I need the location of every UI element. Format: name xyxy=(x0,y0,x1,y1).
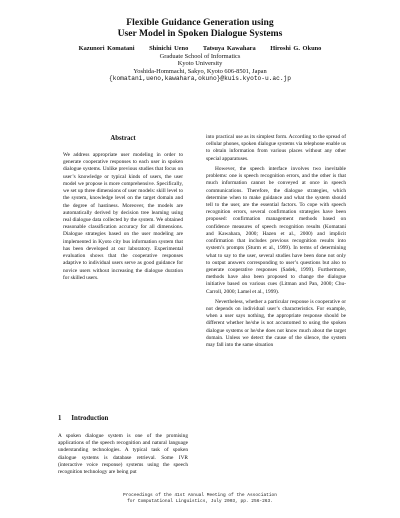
section-heading-introduction xyxy=(58,415,108,422)
proceedings-footer xyxy=(0,493,400,505)
right-paragraph-3: Nevertheless, whether a particular response is cooperative or not depends on individual user’s characteristics. For example, when a user says nothing, the appropriate response should be different whether he/she is not accustomed to using the spoken dialogue systems or he/she does not know much about the target domain. Unless we detect the cause of the silence, the system may fall into the same situation xyxy=(206,298,346,349)
abstract-heading: Abstract xyxy=(110,135,136,142)
author-names xyxy=(0,45,400,53)
email: {komatani,ueno,kawahara,okuno}@kuis.kyoto-u.ac.jp xyxy=(109,75,291,83)
author-3: Tatsuya Kawahara xyxy=(202,45,256,52)
abstract-paragraph: We address appropriate user modeling in order to generate cooperative responses to each user in spoken dialogue systems. Unlike previous studies that focus on user’s knowledge or typical kinds of users, the user model we propose is more comprehensive. Specifically, we set up three dimensions of user models: skill level to the system, knowledge level on the target domain and the degree of hastiness. Moreover, the models are automatically derived by decision tree learning using real dialogue data collected by the system. We obtained reasonable classification accuracy for all dimensions. Dialogue strategies based on the user modeling are implemented in Kyoto city bus information system that has been developed at our laboratory. Experimental evaluation shows that the cooperative responses adaptive to individual users serve as good guidance for novice users without increasing the dialogue duration for skilled users. xyxy=(63,152,183,281)
university: Kyoto University xyxy=(177,60,223,68)
introduction-paragraph: A spoken dialogue system is one of the promising applications of the speech recognition and natural language understanding technologies. A typical task of spoken dialogue systems is database retrieval. Some IVR (interactive voice response) systems using the speech recognition technology are being put xyxy=(58,433,188,476)
right-paragraph-2: However, the speech interface involves two inevitable problems: one is speech recognition errors, and the other is that much information cannot be conveyed at once in speech communications. Therefore, the dialogue strategies, which determine when to make guidance and what the system should tell to the user, are the essential factors. To cope with speech recognition errors, several confirmation strategies have been proposed: confirmation management methods based on confidence measures of speech recognition results (Komatani and Kawahara, 2000; Hazen et al., 2000) and implicit confirmation that includes previous recognition results into system’s prompts (Sturm et al., 1999). In terms of determining what to say to the user, several studies have been done not only to output answers corresponding to user’s questions but also to generate cooperative responses (Sadek, 1999). Furthermore, methods have also been proposed to change the dialogue initiative based on various cues (Litman and Pan, 2000; Chu-Carroll, 2000; Lamel et al., 1999). xyxy=(206,165,346,295)
right-paragraph-1: into practical use as its simplest form. According to the spread of cellular phones, spoken dialogue systems via telephone enable us to obtain information from various places without any other special apparatuses. xyxy=(206,134,346,162)
section-title: Introduction xyxy=(71,415,109,422)
author-1: Kazunori Komatani xyxy=(78,45,135,52)
affiliation: Graduate School of Informatics xyxy=(159,52,241,60)
paper-title xyxy=(0,17,400,39)
title-line-1: Flexible Guidance Generation using xyxy=(126,17,274,28)
author-4: Hiroshi G. Okuno xyxy=(270,45,322,52)
title-line-2: User Model in Spoken Dialogue Systems xyxy=(117,28,283,39)
introduction-text xyxy=(58,433,188,476)
author-block xyxy=(0,45,400,83)
author-2: Shinichi Ueno xyxy=(149,45,189,52)
footer-line-1: Proceedings of the 41st Annual Meeting of the Association xyxy=(123,493,277,498)
footer-line-2: for Computational Linguistics, July 2003, pp. 256-263. xyxy=(127,499,273,504)
section-number: 1 xyxy=(58,415,62,422)
right-column xyxy=(206,134,346,349)
address: Yoshida-Hommachi, Sakyo, Kyoto 606-8501, Japan xyxy=(133,67,267,75)
abstract-text xyxy=(63,152,183,282)
